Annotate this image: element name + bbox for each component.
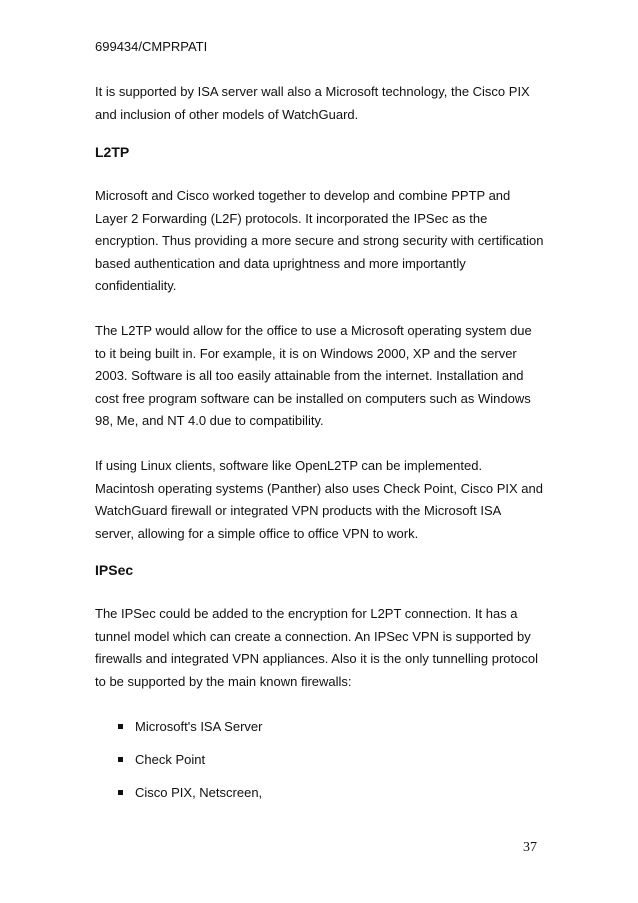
- text-line: cost free program software can be installed on computers such as Windows: [95, 390, 531, 406]
- l2tp-paragraph-3: [95, 455, 543, 545]
- text-line: confidentiality.: [95, 278, 177, 293]
- text-line: The L2TP would allow for the office to use a Microsoft operating system due: [95, 323, 532, 338]
- text-line: and inclusion of other models of WatchGuard.: [95, 106, 359, 122]
- list-item: [118, 784, 262, 817]
- l2tp-paragraph-1: [95, 185, 543, 298]
- ipsec-heading: IPSec: [95, 562, 134, 578]
- text-line: The IPSec could be added to the encryption for L2PT connection. It has a: [95, 606, 518, 621]
- text-line: based authentication and data uprightness and more importantly: [95, 255, 466, 271]
- square-bullet-icon: [118, 757, 123, 762]
- square-bullet-icon: [118, 724, 123, 729]
- l2tp-paragraph-2: [95, 320, 532, 433]
- list-item: [118, 718, 262, 751]
- text-line: encryption. Thus providing a more secure and strong security with certification: [95, 233, 544, 248]
- list-item: [118, 751, 262, 784]
- document-id: 699434/CMPRPATI: [95, 39, 208, 54]
- list-item-label: Microsoft's ISA Server: [135, 719, 263, 734]
- text-line: Macintosh operating systems (Panther) also uses Check Point, Cisco PIX and: [95, 480, 543, 496]
- text-line: 98, Me, and NT 4.0 due to compatibility.: [95, 413, 324, 428]
- text-line: If using Linux clients, software like OpenL2TP can be implemented.: [95, 458, 483, 473]
- text-line: WatchGuard firewall or integrated VPN products with the Microsoft ISA: [95, 503, 502, 518]
- text-line: firewalls and integrated VPN appliances. Also it is the only tunnelling protocol: [95, 651, 538, 666]
- ipsec-paragraph: [95, 603, 538, 693]
- text-line: tunnel model which can create a connection. An IPSec VPN is supported by: [95, 628, 531, 644]
- text-line: 2003. Software is all too easily attainable from the internet. Installation and: [95, 368, 524, 383]
- page-number: 37: [523, 840, 537, 855]
- text-line: Microsoft and Cisco worked together to develop and combine PPTP and: [95, 188, 511, 203]
- text-line: It is supported by ISA server wall also a Microsoft technology, the Cisco PIX: [95, 84, 530, 99]
- l2tp-heading: L2TP: [95, 144, 130, 160]
- square-bullet-icon: [118, 790, 123, 795]
- list-item-label: Check Point: [135, 752, 206, 767]
- list-item-label: Cisco PIX, Netscreen,: [135, 785, 263, 800]
- text-line: to be supported by the main known firewalls:: [95, 673, 352, 689]
- text-line: Layer 2 Forwarding (L2F) protocols. It incorporated the IPSec as the: [95, 210, 488, 226]
- intro-paragraph: [95, 81, 530, 126]
- text-line: server, allowing for a simple office to office VPN to work.: [95, 525, 419, 541]
- firewall-list: [118, 718, 262, 817]
- text-line: to it being built in. For example, it is on Windows 2000, XP and the server: [95, 345, 517, 361]
